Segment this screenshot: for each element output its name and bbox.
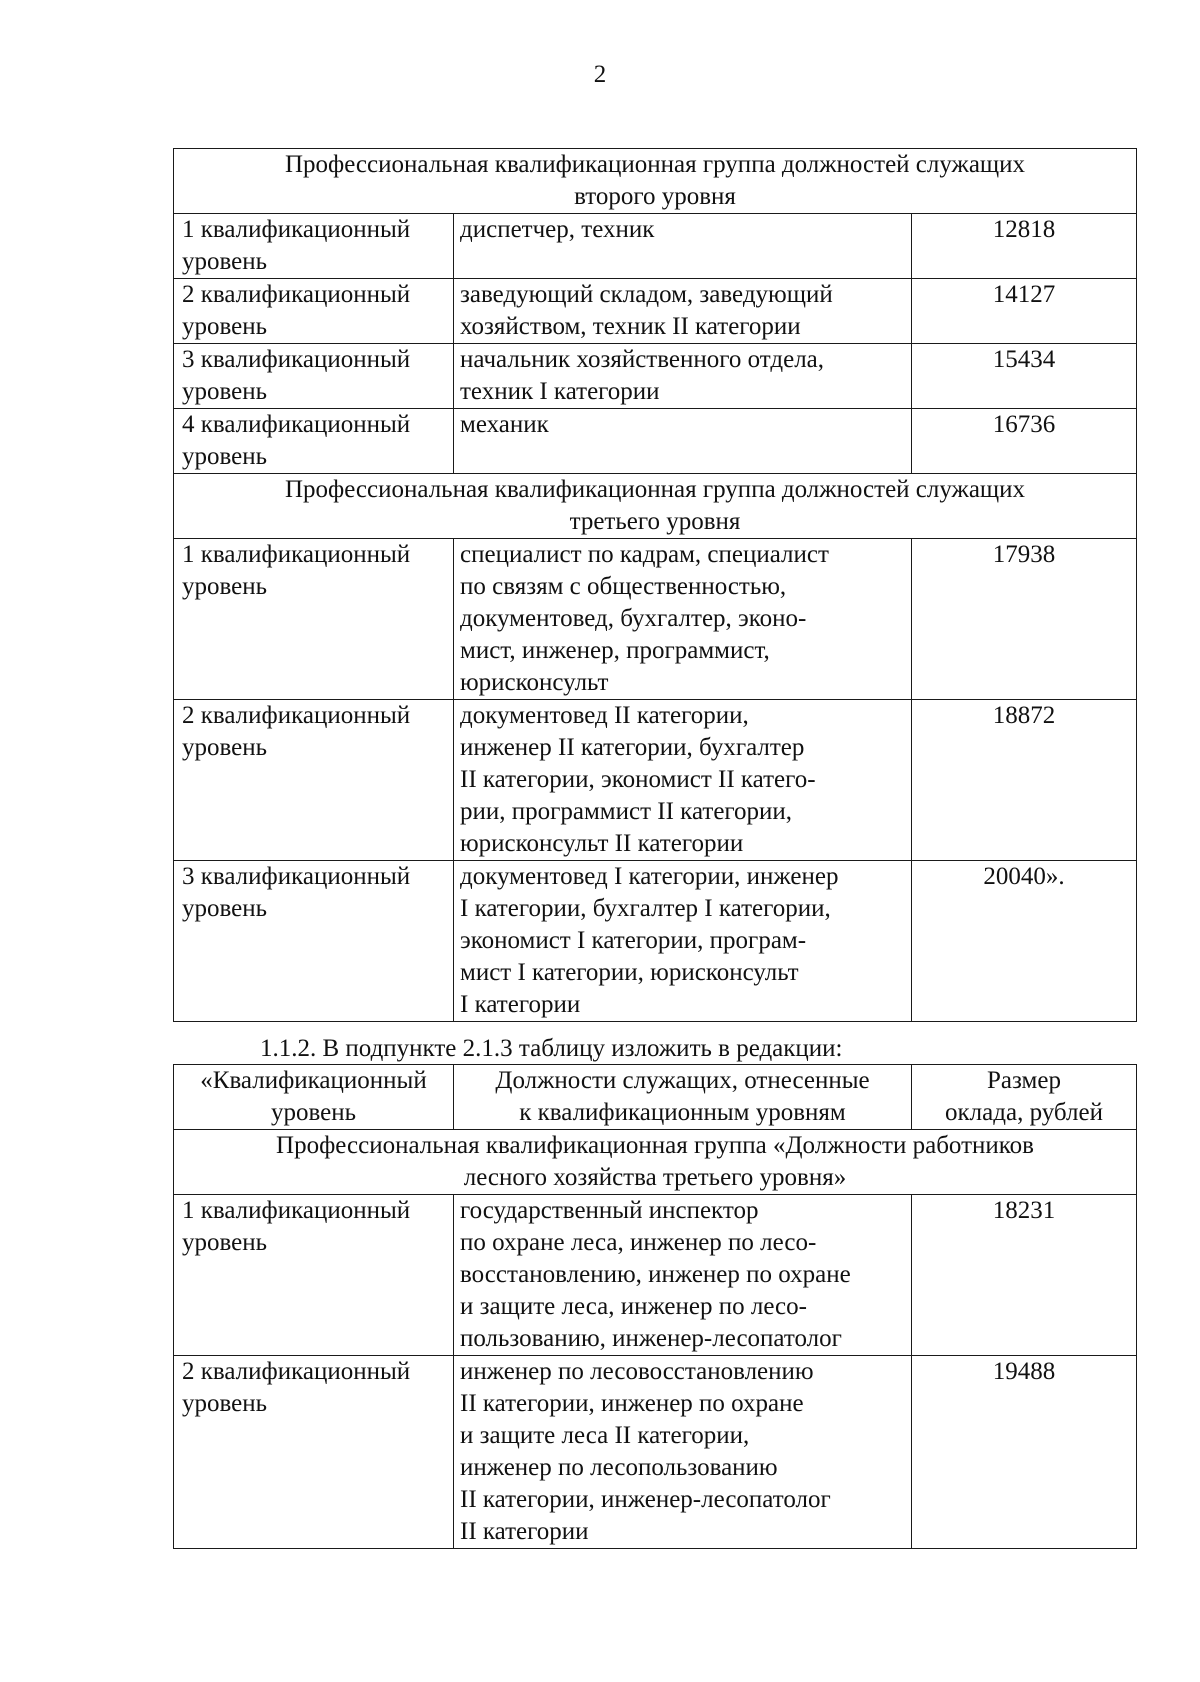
table-header-row (174, 1065, 1137, 1130)
qualification-level: 1 квалификационный уровень (174, 539, 454, 700)
salary-cell: 18872 (912, 700, 1137, 861)
group-header-row (174, 474, 1137, 539)
salary-cell: 12818 (912, 214, 1137, 279)
positions-cell: механик (454, 409, 912, 474)
salary-cell: 19488 (912, 1356, 1137, 1549)
qualification-level: 4 квалификационный уровень (174, 409, 454, 474)
positions-cell: государственный инспектор по охране леса, инженер по лесо- восстановлению, инженер по охране и защите леса, инженер по лесо- пользованию, инженер-лесопатолог (454, 1195, 912, 1356)
table-row (174, 539, 1137, 700)
table-row (174, 861, 1137, 1022)
group-header-row (174, 1130, 1137, 1195)
qualification-level: 3 квалификационный уровень (174, 861, 454, 1022)
qualification-level: 2 квалификационный уровень (174, 700, 454, 861)
salary-cell: 20040». (912, 861, 1137, 1022)
salary-table-general-positions (173, 148, 1137, 1022)
positions-cell: диспетчер, техник (454, 214, 912, 279)
positions-cell: инженер по лесовосстановлению II категории, инженер по охране и защите леса II категории, инженер по лесопользованию II категории, инженер-лесопатолог II категории (454, 1356, 912, 1549)
group-title: Профессиональная квалификационная группа должностей служащих третьего уровня (174, 474, 1137, 539)
table-row (174, 279, 1137, 344)
qualification-level: 1 квалификационный уровень (174, 214, 454, 279)
qualification-level: 2 квалификационный уровень (174, 279, 454, 344)
page-number: 2 (593, 61, 607, 88)
qualification-level: 2 квалификационный уровень (174, 1356, 454, 1549)
salary-cell: 18231 (912, 1195, 1137, 1356)
qualification-level: 1 квалификационный уровень (174, 1195, 454, 1356)
positions-cell: документовед II категории, инженер II категории, бухгалтер II категории, экономист II катего- рии, программист II категории, юрисконсульт II категории (454, 700, 912, 861)
salary-table-forestry-positions (173, 1064, 1137, 1549)
table-row (174, 214, 1137, 279)
salary-cell: 16736 (912, 409, 1137, 474)
column-header-salary: Размер оклада, рублей (912, 1065, 1137, 1130)
positions-cell: документовед I категории, инженер I категории, бухгалтер I категории, экономист I категории, програм- мист I категории, юрисконсульт I категории (454, 861, 912, 1022)
positions-cell: заведующий складом, заведующий хозяйством, техник II категории (454, 279, 912, 344)
table-row (174, 344, 1137, 409)
column-header-positions: Должности служащих, отнесенные к квалификационным уровням (454, 1065, 912, 1130)
amendment-paragraph: 1.1.2. В подпункте 2.1.3 таблицу изложить в редакции: (260, 1035, 843, 1062)
table-row (174, 1195, 1137, 1356)
positions-cell: специалист по кадрам, специалист по связям с общественностью, документовед, бухгалтер, эконо- мист, инженер, программист, юрисконсульт (454, 539, 912, 700)
salary-cell: 15434 (912, 344, 1137, 409)
table-row (174, 1356, 1137, 1549)
group-title: Профессиональная квалификационная группа должностей служащих второго уровня (174, 149, 1137, 214)
group-header-row (174, 149, 1137, 214)
table-row (174, 700, 1137, 861)
salary-cell: 17938 (912, 539, 1137, 700)
positions-cell: начальник хозяйственного отдела, техник I категории (454, 344, 912, 409)
salary-cell: 14127 (912, 279, 1137, 344)
column-header-level: «Квалификационный уровень (174, 1065, 454, 1130)
qualification-level: 3 квалификационный уровень (174, 344, 454, 409)
group-title: Профессиональная квалификационная группа «Должности работников лесного хозяйства третьего уровня» (174, 1130, 1137, 1195)
table-row (174, 409, 1137, 474)
